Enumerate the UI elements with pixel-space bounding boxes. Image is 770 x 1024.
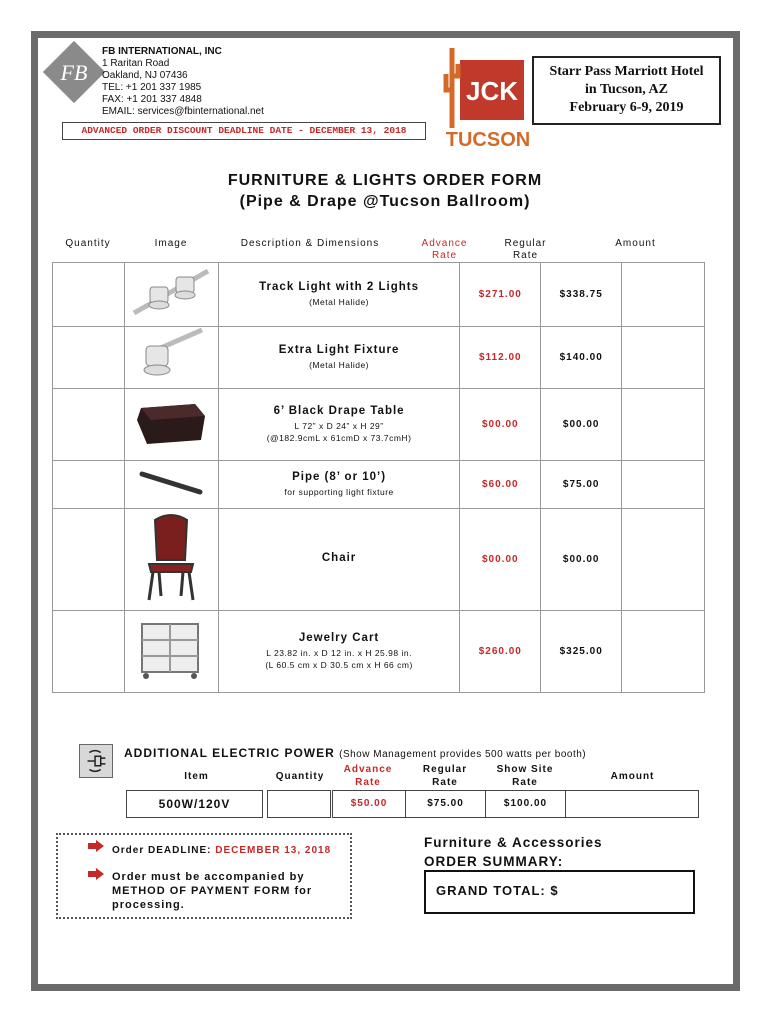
fb-logo-letters: FB — [60, 60, 88, 85]
electric-header-showsite-l1: Show Site — [496, 764, 554, 775]
item-description — [218, 461, 460, 509]
item-description — [218, 327, 460, 389]
header-advance-rate — [404, 238, 485, 262]
company-fax: FAX: +1 201 337 4848 — [102, 94, 202, 105]
order-deadline-note — [112, 844, 331, 858]
table-row — [53, 263, 705, 327]
item-detail: L 72” x D 24” x H 29” — [294, 421, 384, 431]
jck-logo-text: JCK — [465, 76, 519, 106]
company-address1: 1 Raritan Road — [102, 58, 170, 69]
payment-note-l2: METHOD OF PAYMENT FORM for — [112, 885, 313, 897]
electric-regular-rate: $75.00 — [405, 790, 486, 818]
electric-title: ADDITIONAL ELECTRIC POWER — [124, 746, 335, 760]
hotel-dates: February 6-9, 2019 — [569, 100, 684, 115]
electric-header-regular-l2: Rate — [432, 777, 458, 788]
header-regular-label2: Rate — [512, 250, 539, 261]
item-regular-rate: $00.00 — [541, 389, 622, 461]
item-advance-rate: $271.00 — [460, 263, 541, 327]
item-description — [218, 389, 460, 461]
hotel-location: in Tucson, AZ — [585, 82, 668, 97]
amount-field[interactable] — [622, 389, 705, 461]
item-name: 6’ Black Drape Table — [273, 405, 405, 417]
electric-header-showsite — [485, 763, 565, 789]
quantity-field[interactable] — [53, 509, 125, 611]
items-table — [52, 262, 705, 693]
table-row — [53, 327, 705, 389]
table-row — [53, 611, 705, 693]
electric-plug-icon — [79, 744, 113, 778]
item-advance-rate: $00.00 — [460, 389, 541, 461]
electric-header-advance — [332, 763, 404, 789]
item-detail: (@182.9cmL x 61cmD x 73.7cmH) — [266, 433, 412, 443]
deadline-date: DECEMBER 13, 2018 — [215, 845, 332, 856]
quantity-field[interactable] — [53, 611, 125, 693]
item-name: Pipe (8’ or 10’) — [292, 471, 387, 483]
company-name: FB INTERNATIONAL, INC — [102, 46, 222, 57]
payment-note-l1: Order must be accompanied by — [112, 871, 305, 883]
item-regular-rate: $140.00 — [541, 327, 622, 389]
header-description: Description & Dimensions — [240, 238, 380, 249]
item-detail: L 23.82 in. x D 12 in. x H 25.98 in. — [266, 648, 412, 658]
arrow-right-icon — [88, 868, 104, 880]
arrow-right-icon — [88, 840, 104, 852]
electric-header-regular — [406, 763, 484, 789]
order-summary-title — [424, 833, 603, 871]
table-row — [53, 461, 705, 509]
item-advance-rate: $260.00 — [460, 611, 541, 693]
electric-header-quantity: Quantity — [275, 771, 325, 782]
amount-field[interactable] — [622, 461, 705, 509]
quantity-field[interactable] — [53, 327, 125, 389]
electric-header-showsite-l2: Rate — [512, 777, 538, 788]
quantity-field[interactable] — [53, 389, 125, 461]
light-fixture-icon — [124, 327, 218, 389]
form-title-line2: (Pipe & Drape @Tucson Ballroom) — [239, 193, 531, 210]
deadline-label: Order DEADLINE: — [112, 845, 212, 856]
payment-note — [112, 870, 312, 912]
electric-quantity-field[interactable] — [267, 790, 331, 818]
item-name: Extra Light Fixture — [278, 344, 400, 356]
electric-amount-field[interactable] — [565, 790, 699, 818]
form-title-line1: FURNITURE & LIGHTS ORDER FORM — [227, 172, 543, 189]
table-row — [53, 389, 705, 461]
item-name: Jewelry Cart — [298, 632, 380, 644]
item-description — [218, 509, 460, 611]
jewelry-cart-icon — [124, 611, 218, 693]
hotel-name: Starr Pass Marriott Hotel — [549, 64, 704, 79]
header-advance-label2: Rate — [431, 250, 458, 261]
amount-field[interactable] — [622, 611, 705, 693]
company-info — [102, 46, 264, 118]
electric-header-advance-l2: Rate — [355, 777, 381, 788]
item-name: Track Light with 2 Lights — [259, 281, 419, 293]
summary-line1: Furniture & Accessories — [424, 835, 603, 850]
header-image: Image — [154, 238, 188, 249]
company-tel: TEL: +1 201 337 1985 — [102, 82, 202, 93]
item-regular-rate: $325.00 — [541, 611, 622, 693]
item-advance-rate: $60.00 — [460, 461, 541, 509]
electric-header-amount: Amount — [610, 771, 655, 782]
header-amount: Amount — [615, 238, 656, 249]
electric-section-title — [124, 746, 586, 760]
electric-showsite-rate: $100.00 — [485, 790, 566, 818]
item-detail: (Metal Halide) — [309, 297, 370, 307]
item-description — [218, 263, 460, 327]
form-title — [0, 170, 770, 212]
item-regular-rate: $75.00 — [541, 461, 622, 509]
header-regular-rate — [485, 238, 566, 262]
amount-field[interactable] — [622, 509, 705, 611]
discount-deadline-banner: ADVANCED ORDER DISCOUNT DEADLINE DATE - DECEMBER 13, 2018 — [62, 122, 426, 140]
electric-item: 500W/120V — [126, 790, 263, 818]
item-description — [218, 611, 460, 693]
grand-total-field[interactable]: GRAND TOTAL: $ — [424, 870, 695, 914]
item-advance-rate: $112.00 — [460, 327, 541, 389]
amount-field[interactable] — [622, 327, 705, 389]
header-advance-label: Advance — [421, 238, 468, 249]
item-advance-rate: $00.00 — [460, 509, 541, 611]
item-detail: (Metal Halide) — [309, 360, 370, 370]
header-regular-label: Regular — [504, 238, 547, 249]
electric-note: (Show Management provides 500 watts per booth) — [339, 749, 587, 760]
item-detail: (L 60.5 cm x D 30.5 cm x H 66 cm) — [265, 660, 413, 670]
quantity-field[interactable] — [53, 263, 125, 327]
electric-header-item: Item — [184, 771, 209, 782]
electric-advance-rate: $50.00 — [332, 790, 406, 818]
amount-field[interactable] — [622, 263, 705, 327]
electric-header-advance-l1: Advance — [343, 764, 393, 775]
pipe-icon — [124, 461, 218, 509]
item-regular-rate: $338.75 — [541, 263, 622, 327]
item-regular-rate: $00.00 — [541, 509, 622, 611]
drape-table-icon — [124, 389, 218, 461]
table-row — [53, 509, 705, 611]
chair-icon — [124, 509, 218, 611]
header-quantity: Quantity — [65, 238, 111, 249]
item-detail: for supporting light fixture — [284, 487, 394, 497]
company-email: EMAIL: services@fbinternational.net — [102, 106, 264, 117]
item-name: Chair — [321, 552, 357, 564]
summary-line2: ORDER SUMMARY: — [424, 854, 564, 869]
jck-tucson-logo-icon — [440, 44, 530, 152]
electric-header-regular-l1: Regular — [422, 764, 468, 775]
hotel-info-box — [532, 56, 721, 125]
company-address2: Oakland, NJ 07436 — [102, 70, 188, 81]
payment-note-l3: processing. — [112, 899, 185, 911]
quantity-field[interactable] — [53, 461, 125, 509]
tucson-logo-text: TUCSON — [445, 129, 530, 151]
track-light-icon — [124, 263, 218, 327]
